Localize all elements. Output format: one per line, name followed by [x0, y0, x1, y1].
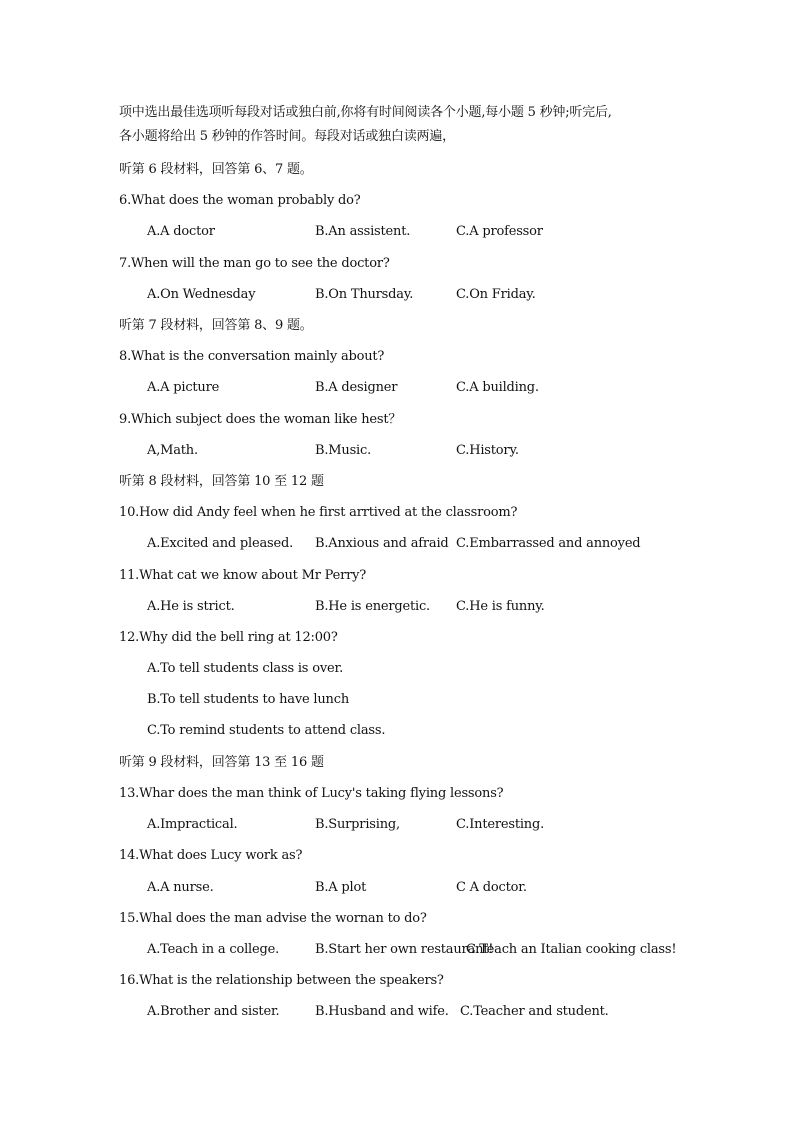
- question-13-stem: 13.Whar does the man think of Lucy's taking flying lessons?: [119, 786, 504, 801]
- question-16-stem: 16.What is the relationship between the speakers?: [119, 973, 444, 988]
- question-7-option-b: B.On Thursday.: [315, 287, 414, 302]
- question-12-option-c: C.To remind students to attend class.: [147, 723, 386, 738]
- question-8-option-a: A.A picture: [147, 380, 220, 395]
- question-6-option-c: C.A professor: [456, 224, 543, 239]
- question-16-option-a: A.Brother and sister.: [147, 1004, 280, 1019]
- question-8-option-b: B.A designer: [315, 380, 398, 395]
- question-8-option-c: C.A building.: [456, 380, 539, 395]
- question-11-option-b: B.He is energetic.: [315, 599, 430, 614]
- question-13-option-b: B.Surprising,: [315, 817, 400, 832]
- question-13-option-c: C.Interesting.: [456, 817, 545, 832]
- question-15-option-c: C.Teach an Italian cooking class!: [466, 942, 677, 957]
- section-heading-7: 听第 7 段材料，回答第 8、9 题。: [119, 318, 313, 333]
- question-7-stem: 7.When will the man go to see the doctor?: [119, 256, 390, 271]
- question-10-option-b: B.Anxious and afraid: [315, 536, 449, 551]
- question-6-option-b: B.An assistent.: [315, 224, 411, 239]
- question-6-option-a: A.A doctor: [147, 224, 215, 239]
- question-11-stem: 11.What cat we know about Mr Perry?: [119, 568, 367, 583]
- section-heading-6: 听第 6 段材料，回答第 6、7 题。: [119, 162, 313, 177]
- question-14-option-c: C A doctor.: [456, 880, 527, 895]
- question-14-option-b: B.A plot: [315, 880, 367, 895]
- question-11-option-c: C.He is funny.: [456, 599, 545, 614]
- question-9-option-b: B.Music.: [315, 443, 372, 458]
- question-16-option-c: C.Teacher and student.: [460, 1004, 609, 1019]
- question-7-option-c: C.On Friday.: [456, 287, 536, 302]
- question-12-stem: 12.Why did the bell ring at 12:00?: [119, 630, 338, 645]
- question-14-option-a: A.A nurse.: [147, 880, 214, 895]
- instructions-line-1: 项中选出最佳选项听每段对话或独白前,你将有时间阅读各个小题,每小题 5 秒钟;听完后,: [119, 105, 612, 120]
- section-heading-8: 听第 8 段材料，回答第 10 至 12 题: [119, 474, 324, 489]
- question-15-option-b: B.Start her own restaurant!: [315, 942, 494, 957]
- instructions-line-2: 各小题将给出 5 秒钟的作答时间。每段对话或独白读两遍，: [119, 129, 455, 144]
- question-12-option-b: B.To tell students to have lunch: [147, 692, 349, 707]
- question-11-option-a: A.He is strict.: [147, 599, 235, 614]
- question-10-option-a: A.Excited and pleased.: [147, 536, 294, 551]
- question-7-option-a: A.On Wednesday: [147, 287, 256, 302]
- question-16-option-b: B.Husband and wife.: [315, 1004, 449, 1019]
- question-6-stem: 6.What does the woman probably do?: [119, 193, 361, 208]
- question-15-stem: 15.Whal does the man advise the wornan to do?: [119, 911, 427, 926]
- question-12-option-a: A.To tell students class is over.: [147, 661, 343, 676]
- question-14-stem: 14.What does Lucy work as?: [119, 848, 303, 863]
- question-9-option-c: C.History.: [456, 443, 519, 458]
- question-10-option-c: C.Embarrassed and annoyed: [456, 536, 641, 551]
- question-15-option-a: A.Teach in a college.: [147, 942, 280, 957]
- question-8-stem: 8.What is the conversation mainly about?: [119, 349, 385, 364]
- question-9-stem: 9.Which subject does the woman like hest？: [119, 412, 402, 427]
- question-10-stem: 10.How did Andy feel when he first arrtived at the classroom?: [119, 505, 518, 520]
- question-13-option-a: A.Impractical.: [147, 817, 238, 832]
- question-9-option-a: A,Math.: [147, 443, 198, 458]
- section-heading-9: 听第 9 段材料，回答第 13 至 16 题: [119, 755, 324, 770]
